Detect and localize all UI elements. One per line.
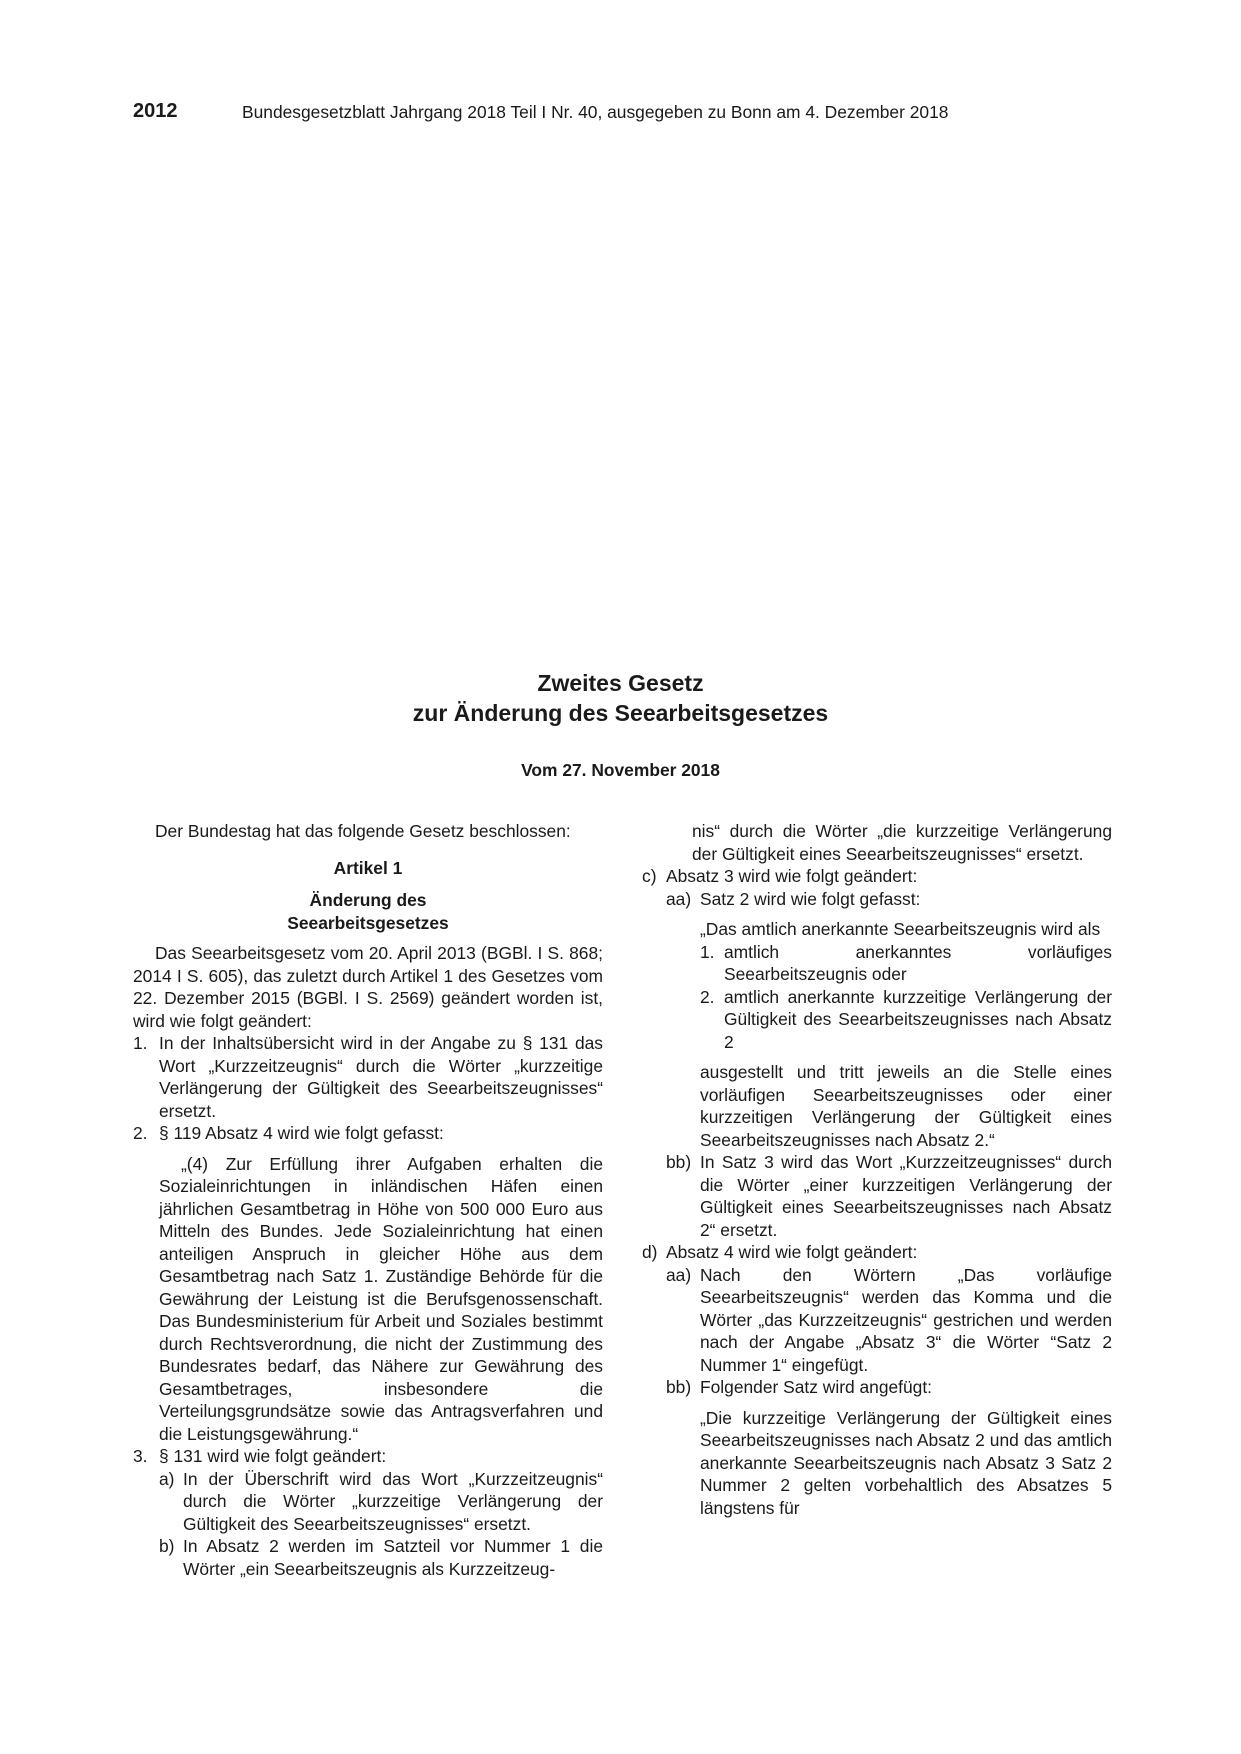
subsubitem-label: bb) <box>666 1152 692 1172</box>
quoted-item-number: 1. <box>700 941 715 962</box>
item-text: § 119 Absatz 4 wird wie folgt gefasst: <box>159 1123 444 1143</box>
article-title-line-2: Seearbeitsgesetzes <box>287 912 449 933</box>
enactment-clause: Der Bundestag hat das folgende Gesetz beschlossen: <box>155 821 571 841</box>
amendment-subsubitem-d-aa <box>666 1264 1112 1377</box>
page-header <box>133 100 1113 124</box>
item-number: 1. <box>133 1033 148 1053</box>
amendment-subitem-d <box>642 1241 1112 1264</box>
left-column <box>133 820 603 1580</box>
subitem-label: b) <box>159 1536 175 1556</box>
subsubitem-text: In Satz 3 wird das Wort „Kurzzeitzeugnisses“ durch die Wörter „einer kurzzeitigen Verlängerung der Gültigkeit eines Seearbeitszeugnisses nach Absatz 2“ ersetzt. <box>700 1152 1112 1240</box>
item-text: § 131 wird wie folgt geändert: <box>159 1446 387 1466</box>
subsubitem-text: Nach den Wörtern „Das vorläufige Seearbeitszeugnis“ werden das Komma und die Wörter „das Kurzzeitzeugnis“ gestrichen und werden nach der Angabe „Absatz 3“ die Wörter “Satz 2 Nummer 1“ eingefügt. <box>700 1264 1112 1375</box>
item-number: 2. <box>133 1123 148 1143</box>
continued-text: nis“ durch die Wörter „die kurzzeitige Verlängerung der Gültigkeit eines Seearbeitszeugnisses“ ersetzt. <box>692 821 1112 864</box>
law-title-block <box>0 668 1241 781</box>
subitem-text: Absatz 3 wird wie folgt geändert: <box>666 866 918 886</box>
quoted-item-number: 2. <box>700 986 715 1007</box>
amendment-subsubitem-c-bb <box>666 1151 1112 1241</box>
law-title-line-2: zur Änderung des Seearbeitsgesetzes <box>412 700 829 726</box>
subsubitem-label: aa) <box>666 1264 692 1285</box>
amendment-subitem-b <box>159 1535 603 1580</box>
subitem-text: In der Überschrift wird das Wort „Kurzzeitzeugnis“ durch die Wörter „kurzzeitige Verlängerung der Gültigkeit des Seearbeitszeugnisses“ ersetzt. <box>183 1468 603 1534</box>
subitem-text: In Absatz 2 werden im Satzteil vor Nummer 1 die Wörter „ein Seearbeitszeugnis als Kurzzeitzeug- <box>183 1536 603 1579</box>
amendment-item-2 <box>133 1122 603 1145</box>
quoted-numbered-item-2 <box>700 986 1112 1054</box>
article-heading: Artikel 1 <box>333 857 403 878</box>
amendment-subsubitem-c-aa <box>666 888 1112 911</box>
running-head: Bundesgesetzblatt Jahrgang 2018 Teil I Nr. 40, ausgegeben zu Bonn am 4. Dezember 2018 <box>242 102 949 122</box>
amendment-item-3 <box>133 1445 603 1468</box>
subitem-label: a) <box>159 1468 175 1489</box>
quoted-numbered-item-1 <box>700 941 1112 986</box>
article-title-line-1: Änderung des <box>309 890 427 910</box>
subsubitem-text: Satz 2 wird wie folgt gefasst: <box>700 888 921 909</box>
law-title-line-1: Zweites Gesetz <box>537 670 704 696</box>
subsubitem-label: bb) <box>666 1377 692 1397</box>
article-lead-paragraph: Das Seearbeitsgesetz vom 20. April 2013 (BGBl. I S. 868; 2014 I S. 605), das zuletzt durch Artikel 1 des Gesetzes vom 22. Dezember 2015 (BGBl. I S. 2569) geändert worden ist, wird wie folgt geändert: <box>133 943 603 1031</box>
subsubitem-label: aa) <box>666 888 692 909</box>
amendment-subitem-a <box>159 1468 603 1536</box>
quoted-item-text: amtlich anerkannte kurzzeitige Verlängerung der Gültigkeit des Seearbeitszeugnisses nach Absatz 2 <box>724 986 1112 1052</box>
amendment-subsubitem-d-bb <box>666 1376 1112 1399</box>
subsubitem-text: Folgender Satz wird angefügt: <box>700 1377 933 1397</box>
quoted-provision: „Die kurzzeitige Verlängerung der Gültigkeit eines Seearbeitszeugnisses nach Absatz 2 und das amtlich anerkannte Seearbeitszeugnis nach Absatz 3 Satz 2 Nummer 2 gelten vorbehaltlich des Absatzes 5 längstens für <box>700 1407 1112 1518</box>
amendment-subitem-c <box>642 865 1112 888</box>
subitem-label: d) <box>642 1242 658 1262</box>
item-text: In der Inhaltsübersicht wird in der Angabe zu § 131 das Wort „Kurzzeitzeugnis“ durch die Wörter „kurzzeitige Verlängerung der Gültigkeit des Seearbeitszeugnisses“ ersetzt. <box>159 1033 603 1121</box>
quoted-provision-tail: ausgestellt und tritt jeweils an die Stelle eines vorläufigen Seearbeitszeugnisses oder einer kurzzeitigen Verlängerung der Gültigkeit eines Seearbeitszeugnisses nach Absatz 2.“ <box>700 1062 1112 1150</box>
law-date: Vom 27. November 2018 <box>521 760 720 780</box>
subitem-label: c) <box>642 866 657 886</box>
page-number: 2012 <box>133 100 178 122</box>
amendment-item-1 <box>133 1032 603 1122</box>
item-number: 3. <box>133 1446 148 1466</box>
right-column <box>642 820 1112 1519</box>
subitem-text: Absatz 4 wird wie folgt geändert: <box>666 1242 918 1262</box>
quoted-item-text: amtlich anerkanntes vorläufiges Seearbeitszeugnis oder <box>724 941 1112 984</box>
quoted-provision: „Das amtlich anerkannte Seearbeitszeugnis wird als <box>700 919 1101 939</box>
quoted-provision: „(4) Zur Erfüllung ihrer Aufgaben erhalten die Sozialeinrichtungen in inländischen Häfen einen jährlichen Gesamtbetrag in Höhe von 500 000 Euro aus Mitteln des Bundes. Jede Sozialeinrichtung hat einen anteiligen Anspruch in gleicher Höhe aus dem Gesamtbetrag nach Satz 1. Zuständige Behörde für die Gewährung der Leistung ist die Berufsgenossenschaft. Das Bundesministerium für Arbeit und Soziales bestimmt durch Rechtsverordnung, die nicht der Zustimmung des Bundesrates bedarf, das Nähere zur Gewährung des Gesamtbetrages, insbesondere die Verteilungsgrundsätze sowie das Antragsverfahren und die Leistungsgewährung.“ <box>159 1153 603 1444</box>
